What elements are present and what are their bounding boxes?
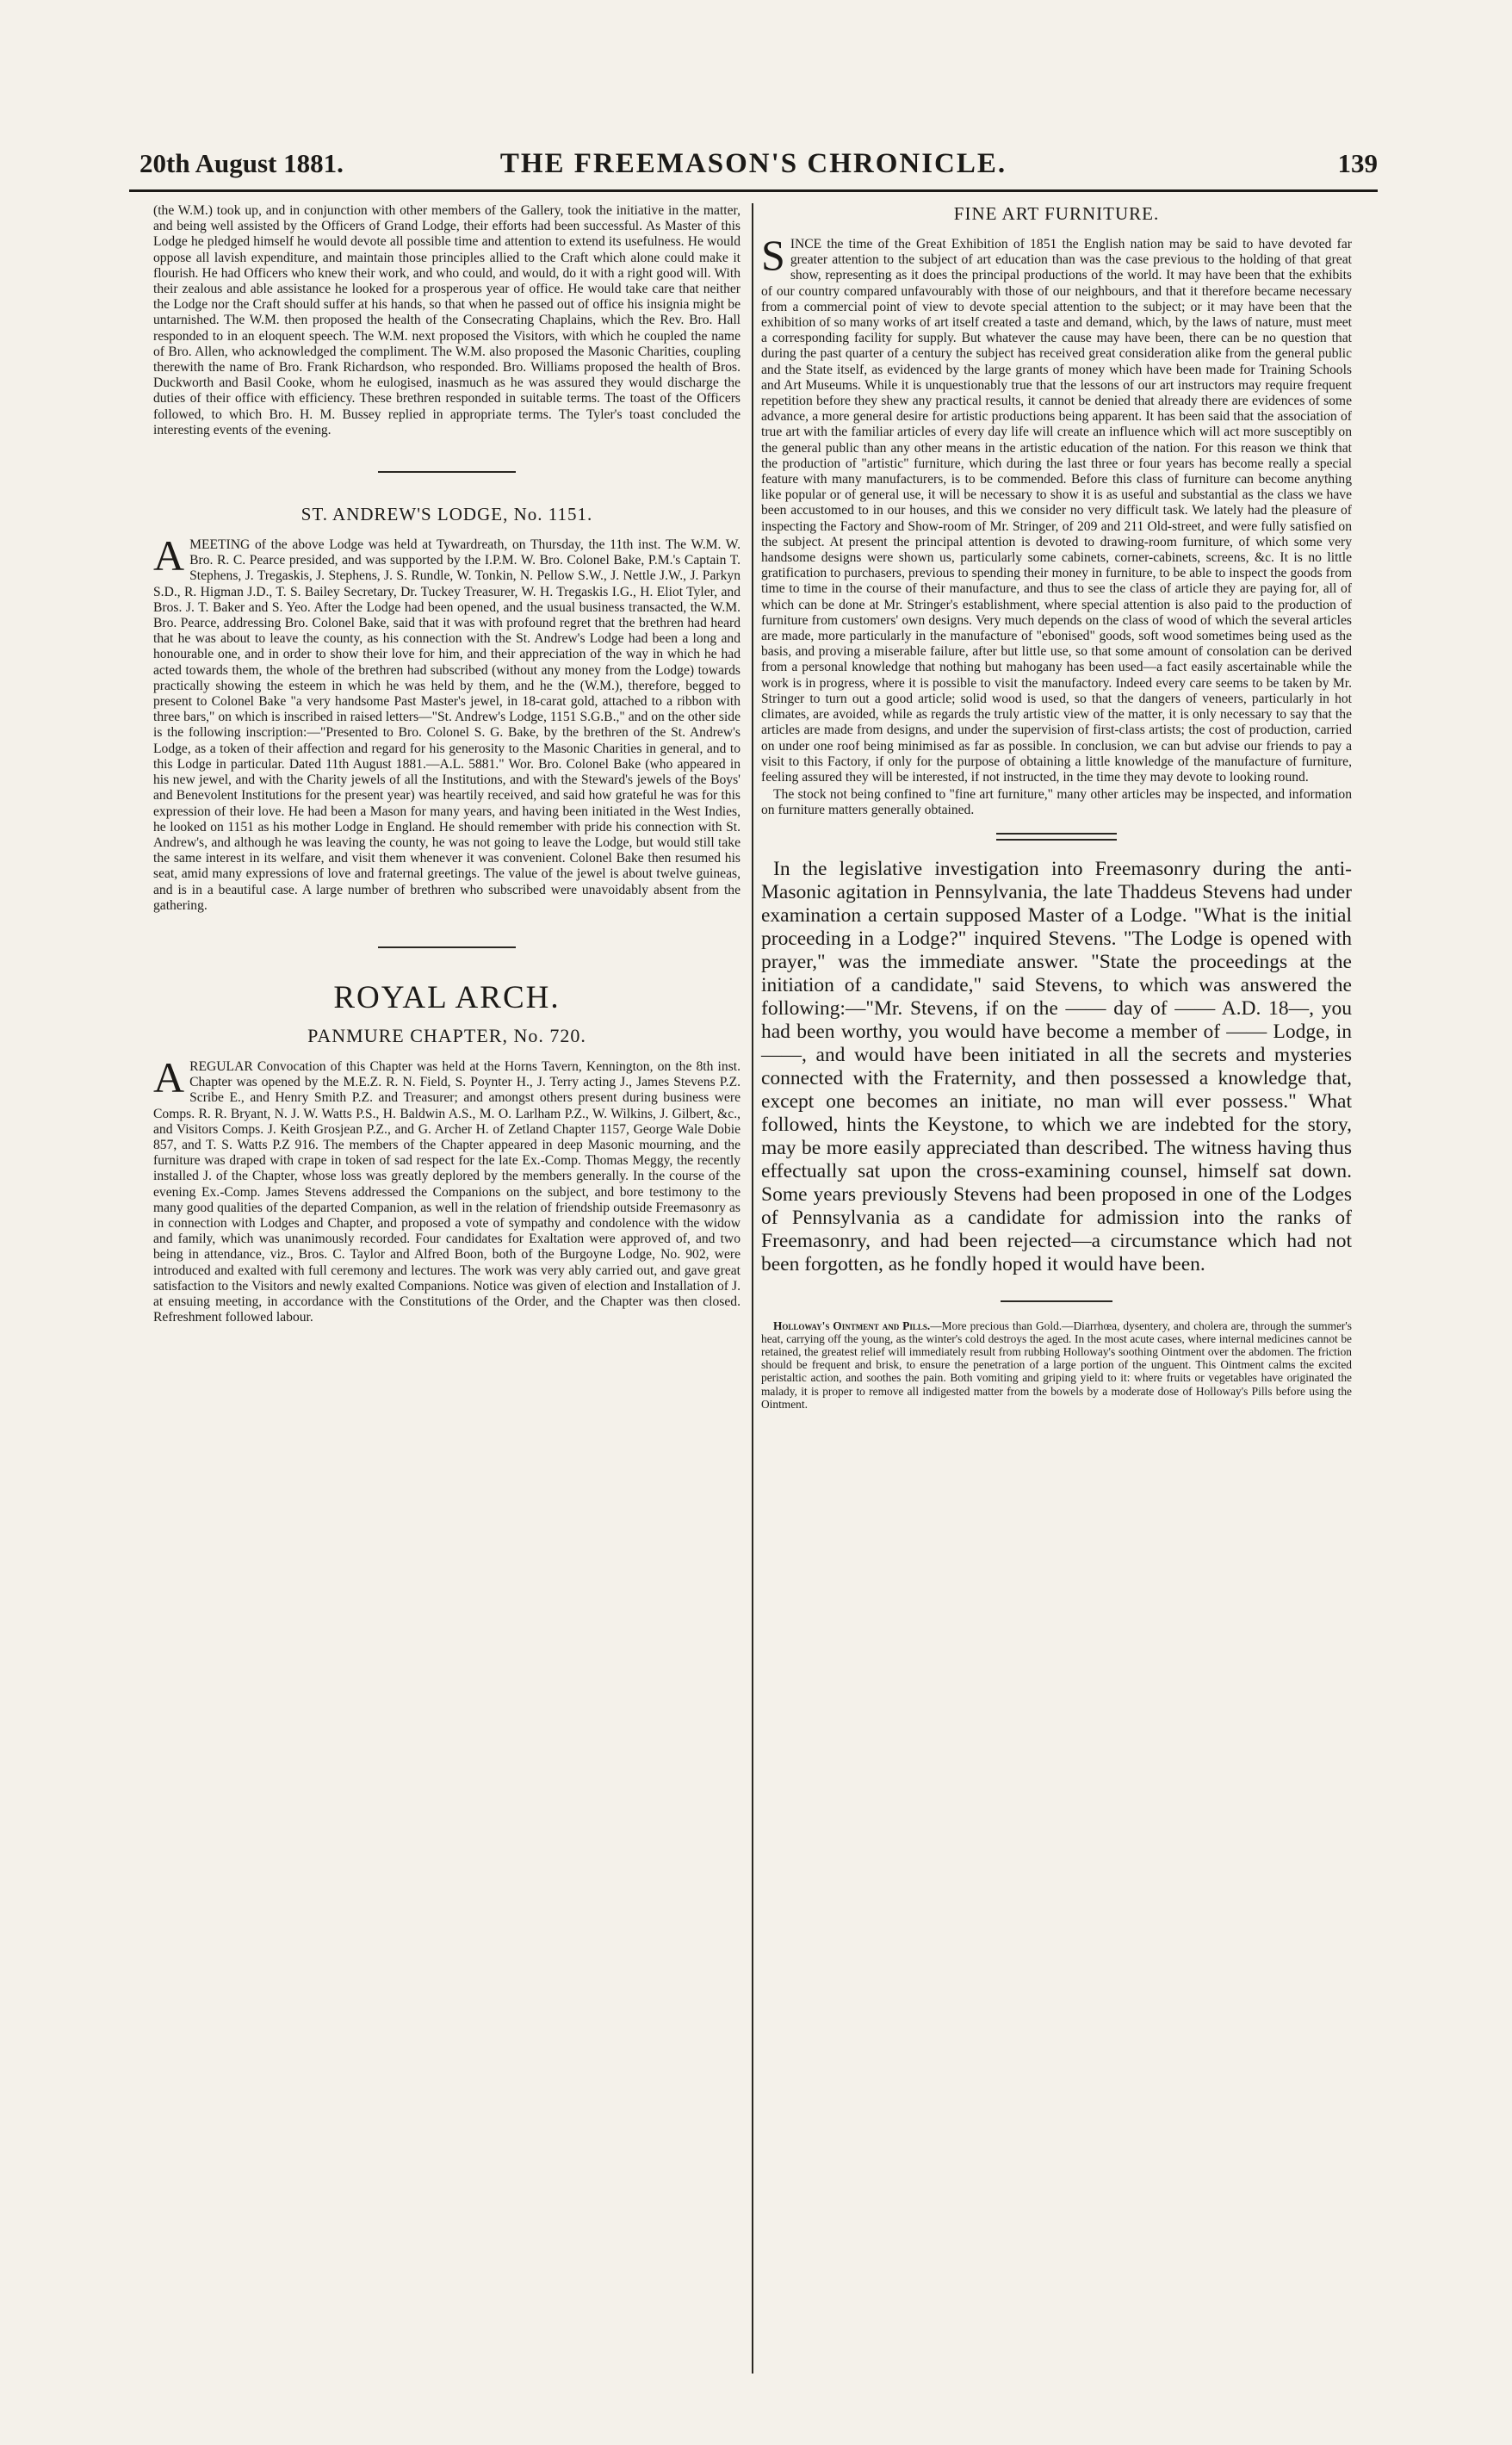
advert-paragraph [761, 1319, 1352, 1411]
masthead [129, 148, 1378, 192]
right-column [761, 203, 1352, 1412]
drop-cap: A [153, 531, 185, 580]
section-rule [1001, 1300, 1112, 1302]
fine-art-heading: FINE ART FURNITURE. [953, 203, 1160, 224]
st-andrews-heading: ST. ANDREW'S LODGE, No. 1151. [301, 504, 593, 525]
section-rule [378, 471, 516, 473]
column-divider [752, 203, 753, 2374]
advert-text: —More precious than Gold.—Diarrhœa, dysentery, and cholera are, through the summer's heat, carrying off the young, as the winter's cold destroys the aged. In the most acute cases, where internal medicines cannot be retained, the greatest relief will immediately result from rubbing Holloway's soothing Ointment over the abdomen. The friction should be frequent and brisk, to ensure the penetration of a large portion of the unguent. This Ointment calms the excited peristaltic action, and soothes the pain. Both vomiting and griping yield to it: where fruits or vegetables have originated the malady, it is proper to remove all indigested matter from the bowels by a moderate dose of Holloway's Pills before using the Ointment. [761, 1319, 1353, 1411]
panmure-article [153, 1052, 741, 1325]
panmure-chapter-heading: PANMURE CHAPTER, No. 720. [307, 1024, 586, 1046]
st-andrews-article [153, 531, 741, 914]
section-rule [378, 946, 516, 948]
legislative-article [761, 858, 1352, 1276]
drop-cap: S [761, 231, 785, 279]
newspaper-title: THE FREEMASON'S CHRONICLE. [499, 148, 1007, 179]
fine-art-article [761, 231, 1352, 785]
section-rule [996, 833, 1117, 841]
fine-art-text: INCE the time of the Great Exhibition of 1851 the English nation may be said to have devoted far greater attention to the subject of art education than was the case previous to the holding of that great show, representing as it does the principal productions of the world. It may have been that the exhibits of our country compared unfavourably with those of our neighbours, and that it therefore became necessary from a commercial point of view to devote special attention to the subject; or it may have been that the exhibition of so many works of art itself created a taste and demand, which, by the laws of nature, must meet a corresponding facility for supply. But whatever the cause may have been, there can be no question that during the past quarter of a century the subject has received great consideration alike from the general public and the State itself, as evidenced by the large grants of money which have been made for Training Schools and Art Museums. While it is unquestionably true that the lessons of our art instructors may require frequent repetition before they shew any practical results, it cannot be denied that already there are evidences of some advance, a more general desire for artistic productions being apparent. It has been said that the association of true art with the familiar articles of every day life will create an influence which will act more susceptibly on the general public than any other means in the artistic education of the nation. For this reason we think that the production of "artistic" furniture, which during the last three or four years has become really a special feature with many manufacturers, is to be commended. Before this class of furniture can become anything like popular or of general use, it will be necessary to show it is as useful and substantial as the class we have been accustomed to in our houses, and this we consider no very difficult task. We lately had the pleasure of inspecting the Factory and Show-room of Mr. Stringer, of 209 and 211 Old-street, and were fully satisfied on the subject. At present the principal attention is devoted to drawing-room furniture, of which some very handsome designs were shown us, particularly some cabinets, corner-cabinets, screens, &c. It is no little gratification to purchasers, previous to spending their money in furniture, to be able to inspect the goods from time to time in the course of their manufacture, and thus to see the class of article they are paying for, all of which can be done at Mr. Stringer's establishment, where special attention is also paid to the production of furniture from customers' own designs. Very much depends on the class of wood of which the several articles are made, more particularly in the manufacture of "ebonised" goods, soft wood sometimes being used as the basis, and proving a miserable failure, after but little use, so that some amount of consolation can be derived from a personal knowledge that nothing but mahogany has been used—a fact easily ascertainable while the work is in progress, where it is possible to visit the manufactory. Indeed every care seems to be taken by Mr. Stringer to turn out a good article; solid wood is used, so that the dangers of veneers, particularly in hot climates, are avoided, while as regards the truly artistic view of the matter, it is only necessary to say that the articles are made from designs, and under the supervision of first-class artists; the cost of production, carried on under one roof being minimised as far as possible. In conclusion, we can but advise our friends to pay a visit to this Factory, if only for the purpose of obtaining a little knowledge of the manufacture of furniture, feeling assured they will be interested, if not instructed, in the time they may devote to looking round. [761, 237, 1352, 785]
issue-date: 20th August 1881. [139, 148, 344, 178]
legislative-text: In the legislative investigation into Freemasonry during the anti-Masonic agitation in Pennsylvania, the late Thaddeus Stevens had under examination a certain supposed Master of a Lodge. "What is the initial proceeding in a Lodge?" inquired Stevens. "The Lodge is opened with prayer," was the immediate answer. "State the proceedings at the initiation of a candidate," said Stevens, to which was answered the following:—"Mr. Stevens, if on the —— day of —— A.D. 18—, you had been worthy, you would have become a member of —— Lodge, in ——, and would have been initiated in all the secrets and mysteries connected with the Fraternity, and then possessed a knowledge that, except one becomes an initiate, no man will ever possess." What followed, hints the Keystone, to which we are indebted for the story, may be more easily appreciated than described. The witness having thus effectually sat upon the cross-examining counsel, himself sat down. Some years previously Stevens had been proposed in one of the Lodges of Pennsylvania as a candidate for admission into the ranks of Freemasonry, and had been rejected—a circumstance which had not been forgotten, as he fondly hoped it would have been. [761, 857, 1352, 1275]
lodge-report-continuation: (the W.M.) took up, and in conjunction with other members of the Gallery, took the initiative in the matter, and being well assisted by the Officers of Grand Lodge, their efforts had been successful. As Master of this Lodge he pledged himself he would devote all possible time and attention to extend its usefulness. He would oppose all lavish expenditure, and maintain those principles allied to the Craft which alone could make it flourish. He had Officers who knew their work, and who could, and would, do it with a right good will. With their zealous and able assistance he looked for a prosperous year of office. He would take care that neither the Lodge nor the Craft should suffer at his hands, so that when he passed out of office his insignia might be untarnished. The W.M. then proposed the health of the Consecrating Chaplains, which the Rev. Bro. Hall responded to in an eloquent speech. The W.M. next proposed the Visitors, with which he coupled the name of Bro. Allen, who acknowledged the compliment. The W.M. also proposed the Masonic Charities, coupling therewith the name of Bro. Frank Richardson, who responded. Bro. Williams proposed the health of Bros. Duckworth and Basil Cooke, whom he eulogised, inasmuch as he was assured they would discharge the duties of their office with efficiency. These brethren responded in suitable terms. The toast of the Officers followed, to which Bro. H. M. Bussey replied in appropriate terms. The Tyler's toast concluded the interesting events of the evening. [153, 203, 741, 437]
panmure-text: REGULAR Convocation of this Chapter was held at the Horns Tavern, Kennington, on the 8th inst. Chapter was opened by the M.E.Z. R. N. Field, S. Poynter H., J. Terry acting J., James Stevens P.Z. Scribe E., and Henry Smith P.Z. and Treasurer; and amongst others present during business were Comps. R. R. Bryant, N. J. W. Watts P.S., H. Baldwin A.S., M. O. Larlham P.Z., W. Wilkins, J. Gilbert, &c., and Visitors Comps. J. Keith Grosjean P.Z., and G. Archer H. of Zetland Chapter 1157, George Wale Dobie 857, and T. S. Watts P.Z 916. The members of the Chapter appeared in deep Masonic mourning, and the furniture was draped with crape in token of sad respect for the late Ex.-Comp. Thomas Meggy, the recently installed J. of the Chapter, whose loss was greatly deplored by the members generally. In the course of the evening Ex.-Comp. James Stevens addressed the Companions on the subject, and bore testimony to the many good qualities of the departed Companion, as well in the relation of friendship outside Freemasonry as in connection with Lodges and Chapter, and proposed a vote of sympathy and condolence with the widow and family, which was unanimously recorded. Four candidates for Exaltation were approved of, and two being in attendance, viz., Bros. C. Taylor and Alfred Boon, both of the Burgoyne Lodge, No. 902, were introduced and exalted with full ceremony and lectures. The work was very ably carried out, and gave great satisfaction to the Visitors and newly exalted Companions. Notice was given of election and Installation of J. at ensuing meeting, in accordance with the Constitutions of the Order, and the Chapter was then closed. Refreshment followed labour. [153, 1058, 741, 1325]
fine-art-closing: The stock not being confined to "fine art furniture," many other articles may be inspected, and information on furniture matters generally obtained. [761, 787, 1352, 818]
page-number: 139 [1337, 148, 1378, 178]
st-andrews-text: MEETING of the above Lodge was held at Tywardreath, on Thursday, the 11th inst. The W.M. W. Bro. R. C. Pearce presided, and was supported by the I.P.M. W. Bro. Colonel Bake, P.M.'s Captain T. Stephens, J. Tregaskis, J. Stephens, J. S. Rundle, W. Tonkin, N. Pellow S.W., J. Nettle J.W., J. Parkyn S.D., R. Higman J.D., T. S. Bailey Secretary, Dr. Tuckey Treasurer, W. H. Tregaskis I.G., H. Eliot Tyler, and Bros. J. T. Baker and S. Yeo. After the Lodge had been opened, and the usual business transacted, the W.M. Bro. Pearce, addressing Bro. Colonel Bake, said that it was with profound regret that the brethren had heard that he was about to leave the county, as his connection with the St. Andrew's Lodge had been a long and honourable one, and in order to show their love for him, and their appreciation of the way in which he had acted towards them, the whole of the brethren had subscribed (without any money from the Lodge) towards practically showing the esteem in which he was held by them, and he the (W.M.), therefore, begged to present to Colonel Bake "a very handsome Past Master's jewel, in 18-carat gold, attached to a ribbon with three bars," on which is inscribed in raised letters—"St. Andrew's Lodge, 1151 S.G.B.," and on the other side is the following inscription:—"Presented to Bro. Colonel S. G. Bake, by the brethren of the St. Andrew's Lodge, as a token of their affection and regard for his generosity to the Masonic Charities in general, and to this Lodge in particular. Dated 11th August 1881.—A.L. 5881." Wor. Bro. Colonel Bake (who appeared in his new jewel, and with the Charity jewels of all the Institutions, and with the Steward's jewels of the Boys' and Benevolent Institutions for the present year) was heartily received, and said how grateful he was for this expression of their love. He had been a Mason for many years, and having been initiated in the West Indies, he looked on 1151 as his mother Lodge in England. He should remember with pride his connection with St. Andrew's, and although he was leaving the county, he was not going to leave the Lodge, but would still take the same interest in its welfare, and visit them whenever it was convenient. Colonel Bake then resumed his seat, amid many expressions of love and fraternal greetings. The value of the jewel is about twelve guineas, and is in a beautiful case. A large number of brethren who subscribed were unavoidably absent from the gathering. [153, 537, 741, 913]
advert-lead: Holloway's Ointment and Pills. [773, 1319, 931, 1332]
drop-cap: A [153, 1052, 185, 1101]
left-column [153, 203, 741, 1327]
royal-arch-heading: ROYAL ARCH. [333, 979, 561, 1015]
holloway-advert [761, 1319, 1352, 1411]
